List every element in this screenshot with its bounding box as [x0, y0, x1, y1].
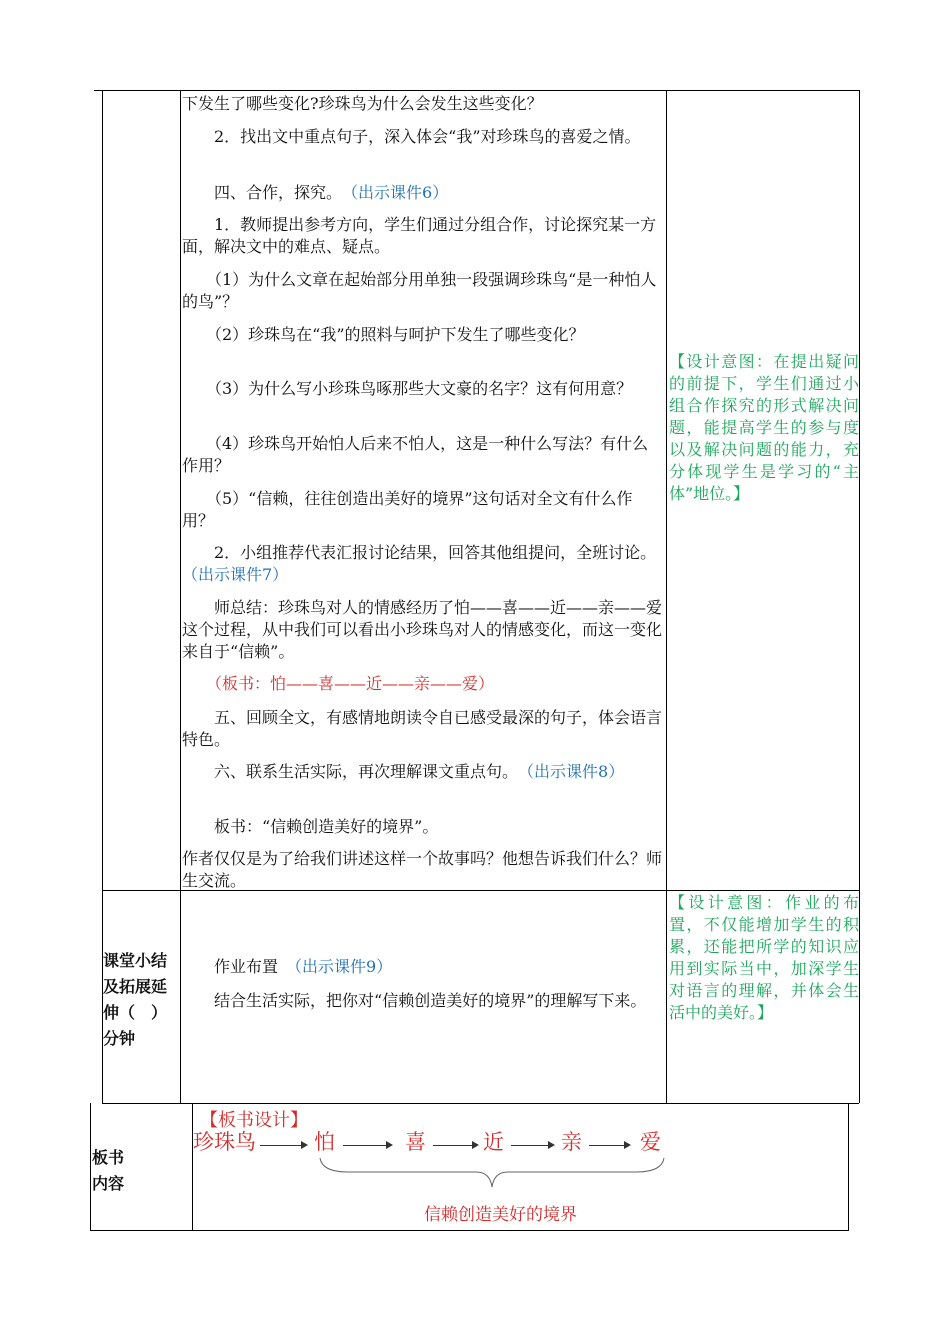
paragraph: （3）为什么写小珍珠鸟啄那些大文豪的名字？这有何用意？ [182, 379, 633, 398]
board-col-divider [192, 1103, 193, 1231]
flow-arrow [589, 1145, 629, 1146]
courseware-note: （出示课件6） [350, 183, 449, 202]
paragraph: 下发生了哪些变化?珍珠鸟为什么会发生这些变化？ [182, 94, 543, 113]
right-border [859, 90, 860, 1103]
board-step-close: 亲 [561, 1130, 582, 1154]
paragraph: 2．找出文中重点句子，深入体会“我”对珍珠鸟的喜爱之情。 [182, 127, 641, 146]
board-label: 板书 内容 [92, 1148, 125, 1193]
board-conclusion: 信赖创造美好的境界 [424, 1205, 577, 1225]
paragraph: 四、合作，探究。 （出示课件6） [182, 183, 449, 202]
paragraph: 六、联系生活实际，再次理解课文重点句。 （出示课件8） [182, 762, 625, 781]
flow-arrow [260, 1145, 306, 1146]
board-step-love: 爱 [640, 1130, 661, 1154]
courseware-note: （出示课件9） [294, 957, 393, 976]
flow-arrow [433, 1145, 477, 1146]
board-bottom-border [90, 1230, 849, 1231]
flow-arrow [343, 1145, 391, 1146]
homework-heading: 作业布置 （出示课件9） [214, 957, 393, 976]
paragraph: 2．小组推荐代表汇报讨论结果，回答其他组提问，全班讨论。（出示课件7） [182, 543, 657, 584]
col-divider-1 [180, 90, 181, 1103]
board-start-word: 珍珠鸟 [193, 1130, 256, 1154]
corner-mark [94, 90, 102, 91]
board-step-afraid: 怕 [314, 1130, 335, 1154]
board-step-joy: 喜 [405, 1130, 426, 1154]
paragraph: 五、回顾全文，有感情地朗读令自已感受最深的句子，体会语言特色。 [182, 708, 663, 749]
courseware-note: （出示课件8） [526, 762, 625, 781]
design-intent-note: 【设计意图：在提出疑问的前提下，学生们通过小组合作探究的形式解决问题，能提高学生的参与度以及解决问题的能力，充分体现学生是学习的“主体”地位。】 [669, 352, 859, 503]
paragraph: （5）“信赖，往往创造出美好的境界”这句话对全文有什么作用？ [182, 489, 633, 530]
board-brace [318, 1156, 666, 1190]
top-border [102, 90, 859, 91]
col-divider-2 [666, 90, 667, 1103]
paragraph: （1）为什么文章在起始部分用单独一段强调珍珠鸟“是一种怕人的鸟”？ [182, 270, 657, 311]
board-design-title: 【板书设计】 [200, 1110, 308, 1131]
paragraph: （2）珍珠鸟在“我”的照料与呵护下发生了哪些变化？ [182, 325, 585, 344]
upper-bottom-border [102, 1103, 859, 1104]
paragraph: 板书：“信赖创造美好的境界”。 [182, 817, 439, 836]
paragraph: （4）珍珠鸟开始怕人后来不怕人，这是一种什么写法？有什么作用？ [182, 434, 649, 475]
board-left-border [90, 1103, 91, 1231]
flow-arrow [511, 1145, 553, 1146]
paragraph: 作者仅仅是为了给我们讲述这样一个故事吗？他想告诉我们什么？师生交流。 [182, 849, 663, 890]
board-right-border [848, 1103, 849, 1231]
summary-row-label: 课堂小结及拓展延伸（ ）分钟 [103, 951, 168, 1048]
courseware-note: （出示课件7） [182, 565, 289, 584]
homework-text: 结合生活实际，把你对“信赖创造美好的境界”的理解写下来。 [214, 991, 647, 1010]
board-note: （板书：怕——喜——近——亲——爱） [182, 674, 495, 693]
board-step-near: 近 [483, 1130, 504, 1154]
paragraph: 1．教师提出参考方向，学生们通过分组合作，讨论探究某一方面，解决文中的难点、疑点。 [182, 215, 657, 256]
paragraph: 师总结：珍珠鸟对人的情感经历了怕——喜——近——亲——爱这个过程，从中我们可以看出小珍珠鸟对人的情感变化，而这一变化来自于“信赖”。 [182, 598, 663, 661]
homework-design-note: 【设计意图：作业的布置，不仅能增加学生的积累，还能把所学的知识应用到实际当中，加深学生对语言的理解，并体会生活中的美好。】 [669, 893, 859, 1022]
